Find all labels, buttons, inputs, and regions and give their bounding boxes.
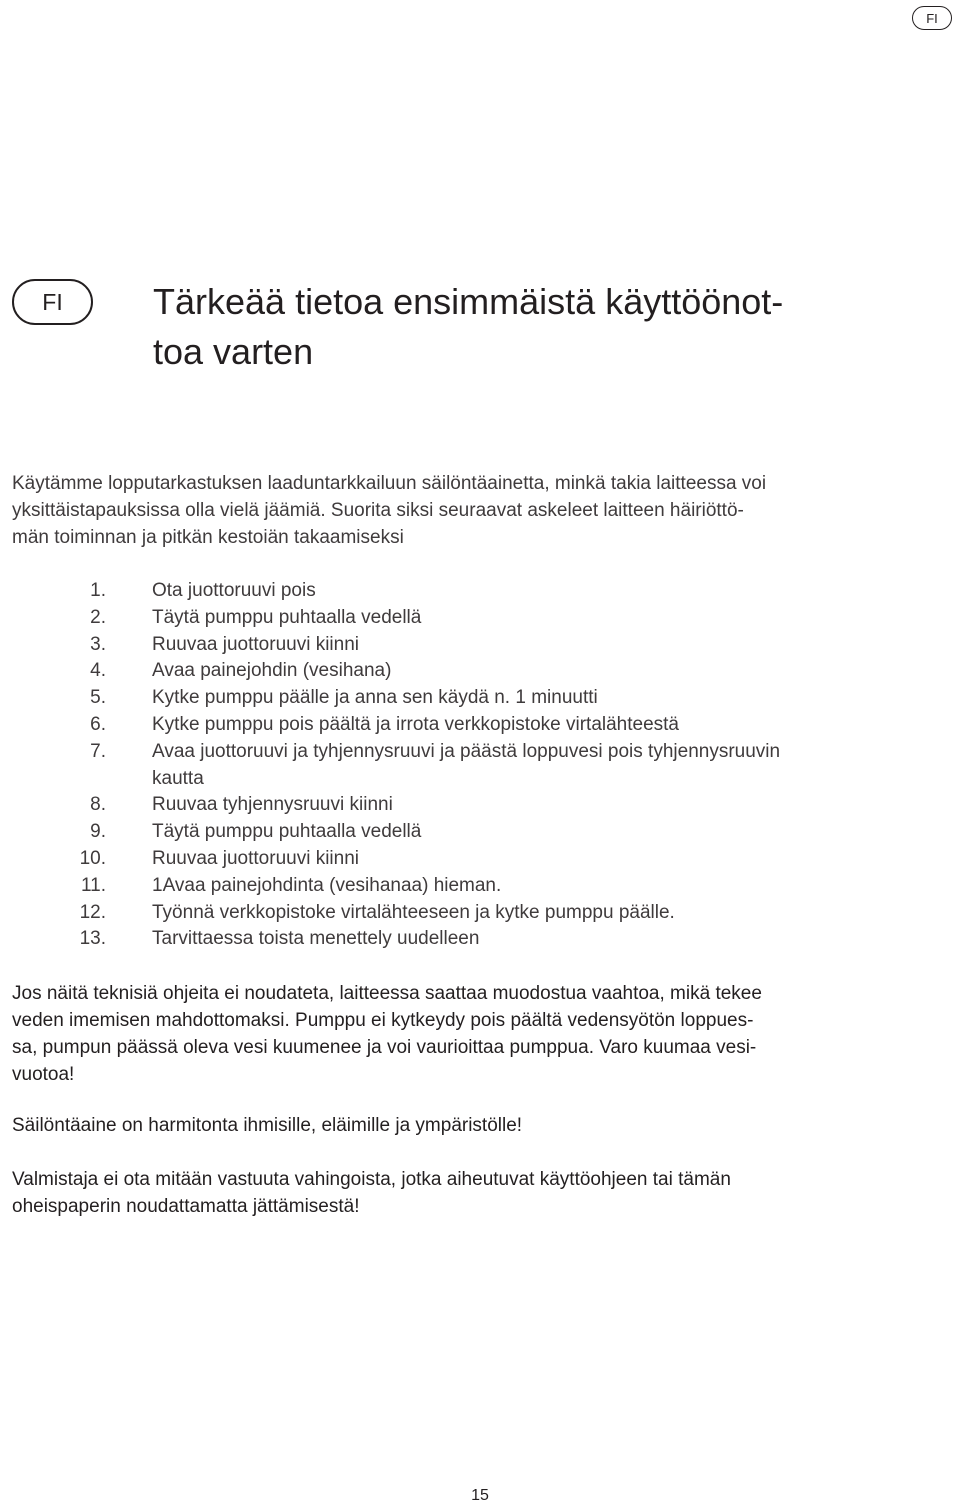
- step-line: Tarvittaessa toista menettely uudelleen: [152, 928, 480, 950]
- step-number: 9.: [90, 821, 106, 843]
- safety-line: Säilöntäaine on harmitonta ihmisille, eläimille ja ympäristölle!: [12, 1115, 523, 1136]
- page-number: 15: [471, 1487, 489, 1504]
- step-number: 8.: [90, 794, 106, 816]
- step-text: [152, 819, 940, 846]
- step-item: [0, 739, 940, 793]
- step-number: 12.: [79, 901, 106, 923]
- page-title-line: toa varten: [153, 331, 314, 372]
- step-line: Kytke pumppu päälle ja anna sen käydä n. 1 minuutti: [152, 687, 598, 709]
- step-number: 13.: [79, 928, 106, 950]
- step-item: [0, 658, 940, 685]
- warning-line: veden imemisen mahdottomaksi. Pumppu ei kytkeydy pois päältä vedensyötön loppues-: [12, 1010, 754, 1031]
- step-number: 7.: [90, 740, 106, 762]
- language-badge-header: FI: [912, 6, 952, 30]
- step-item: [0, 873, 940, 900]
- step-line: Ruuvaa juottoruuvi kiinni: [152, 847, 360, 869]
- step-line: Ruuvaa tyhjennysruuvi kiinni: [152, 794, 393, 816]
- step-item: [0, 846, 940, 873]
- step-item: [0, 605, 940, 632]
- language-badge: FI: [12, 279, 93, 325]
- step-line: Avaa juottoruuvi ja tyhjennysruuvi ja päästä loppuvesi pois tyhjennysruuvin: [152, 740, 781, 762]
- step-number: 5.: [90, 687, 106, 709]
- step-text: [152, 792, 940, 819]
- step-number: 3.: [90, 633, 106, 655]
- intro-line: män toiminnan ja pitkän kestoiän takaamiseksi: [12, 527, 404, 548]
- step-line: Täytä pumppu puhtaalla vedellä: [152, 606, 422, 628]
- step-text: [152, 739, 940, 793]
- step-text: [152, 846, 940, 873]
- step-item: [0, 632, 940, 659]
- step-number: 6.: [90, 713, 106, 735]
- step-line: Avaa painejohdin (vesihana): [152, 660, 392, 682]
- step-item: [0, 685, 940, 712]
- step-line: Työnnä verkkopistoke virtalähteeseen ja kytke pumppu päälle.: [152, 901, 675, 923]
- step-text: [152, 605, 940, 632]
- warning-line: Jos näitä teknisiä ohjeita ei noudateta, laitteessa saattaa muodostua vaahtoa, mikä tekee: [12, 983, 762, 1004]
- step-text: [152, 632, 940, 659]
- step-item: [0, 819, 940, 846]
- intro-paragraph: [12, 470, 942, 551]
- step-number: 11.: [80, 874, 106, 896]
- step-line: Ota juottoruuvi pois: [152, 580, 316, 601]
- liability-paragraph: [12, 1166, 942, 1220]
- warning-line: vuotoa!: [12, 1064, 75, 1085]
- intro-line: Käytämme lopputarkastuksen laaduntarkkailuun säilöntäainetta, minkä takia laitteessa voi: [12, 473, 767, 494]
- step-item: [0, 792, 940, 819]
- step-item: [0, 900, 940, 927]
- warning-paragraph: [12, 980, 942, 1088]
- warning-line: sa, pumpun päässä oleva vesi kuumenee ja voi vaurioittaa pumppua. Varo kuumaa vesi-: [12, 1037, 757, 1058]
- liability-line: oheispaperin noudattamatta jättämisestä!: [12, 1196, 360, 1217]
- step-number: 1.: [90, 580, 106, 601]
- step-item: [0, 926, 940, 953]
- page-title-line: Tärkeää tietoa ensimmäistä käyttöönot-: [153, 281, 784, 322]
- step-text: [152, 578, 940, 605]
- step-line: Kytke pumppu pois päältä ja irrota verkkopistoke virtalähteestä: [152, 713, 679, 735]
- step-line: 1Avaa painejohdinta (vesihanaa) hieman.: [152, 874, 502, 896]
- steps-list: [0, 578, 940, 953]
- step-item: [0, 578, 940, 605]
- step-line: Ruuvaa juottoruuvi kiinni: [152, 633, 360, 655]
- liability-line: Valmistaja ei ota mitään vastuuta vahingoista, jotka aiheutuvat käyttöohjeen tai tämän: [12, 1169, 731, 1190]
- step-text: [152, 926, 940, 953]
- step-line: kautta: [152, 767, 204, 789]
- step-text: [152, 873, 940, 900]
- intro-line: yksittäistapauksissa olla vielä jäämiä. Suorita siksi seuraavat askeleet laitteen häiriöttö-: [12, 500, 744, 521]
- step-line: Täytä pumppu puhtaalla vedellä: [152, 821, 422, 843]
- step-text: [152, 900, 940, 927]
- step-number: 2.: [90, 606, 106, 628]
- step-text: [152, 685, 940, 712]
- step-number: 10.: [79, 847, 106, 869]
- step-text: [152, 658, 940, 685]
- safety-note: [12, 1112, 942, 1139]
- step-item: [0, 712, 940, 739]
- step-text: [152, 712, 940, 739]
- page-title: [153, 277, 913, 377]
- step-number: 4.: [90, 660, 106, 682]
